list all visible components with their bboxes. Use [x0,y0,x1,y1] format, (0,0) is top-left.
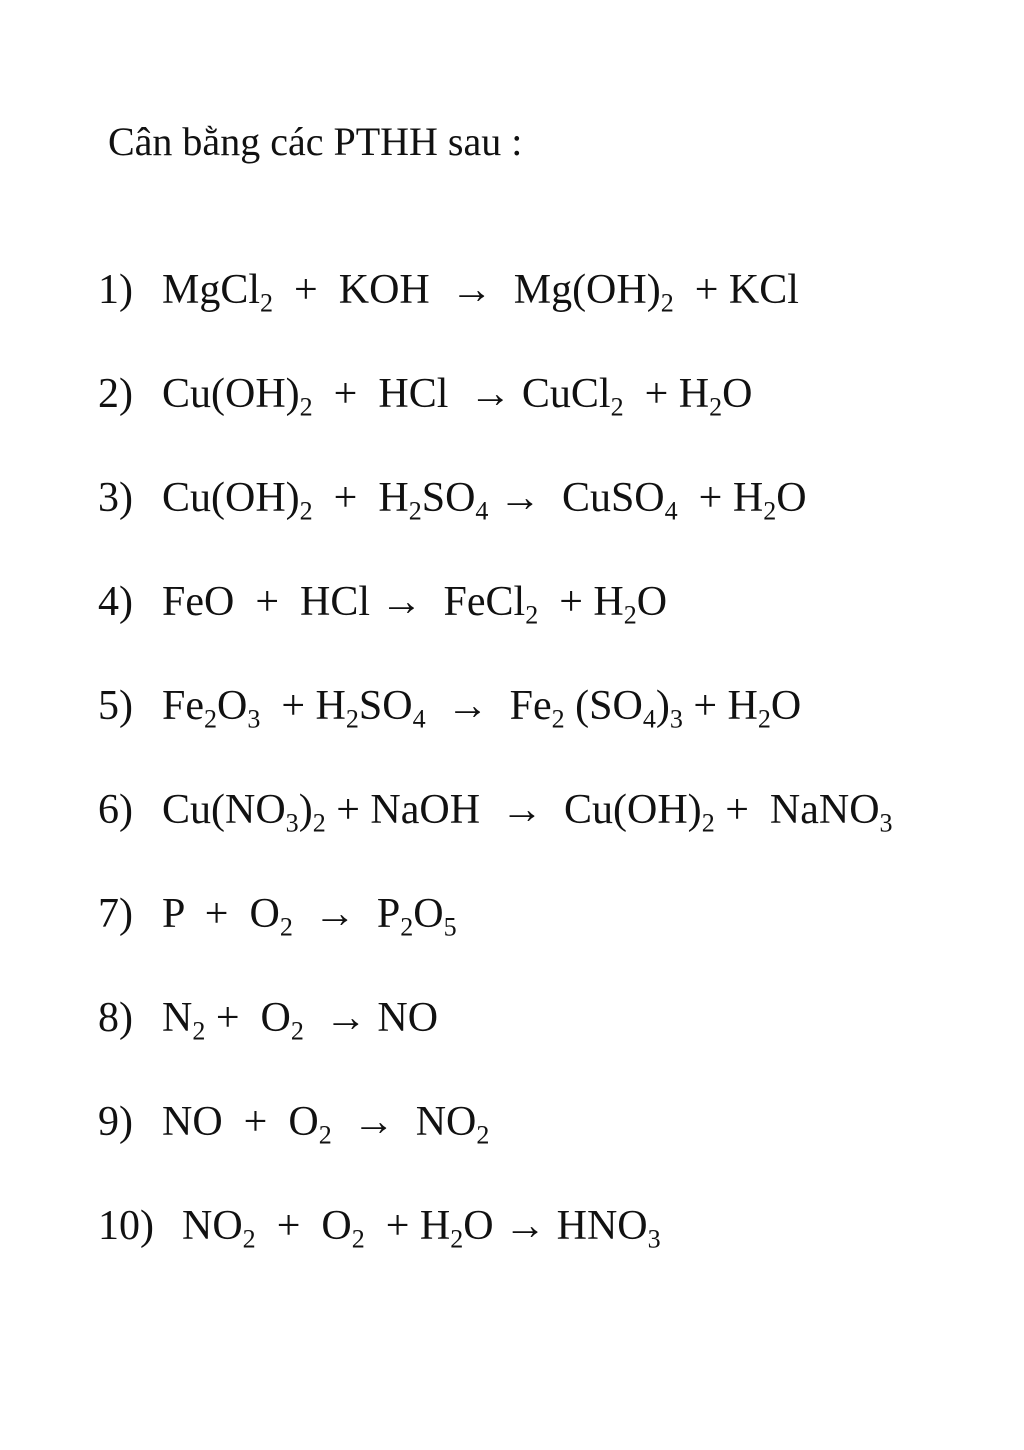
equation-number: 6) [98,787,133,833]
equation-formula: NO + $O_2 \to NO_2$ [162,1099,490,1150]
equation-number: 10) [98,1203,154,1249]
equation-formula: $NO_2 + O_2 + H_2O \to HNO_3$ [182,1203,661,1254]
equation-formula: MgCl$_2$ + KOH → $Mg(OH)_2$ + KCl [162,267,799,318]
equation-number: 4) [98,579,133,625]
equation-formula: $Cu(OH)_2 + H_2SO_4$ → CuSO$_4$ + $H_2O$ [162,475,807,526]
equation-number: 7) [98,891,133,937]
equation-number: 9) [98,1099,133,1145]
equation-formula: $Fe_2O_3 + H_2SO_4 \to Fe_2$ $(SO_4)_3 + H_2O$ [162,683,802,734]
page-title: Cân bằng các PTHH sau : [108,119,523,164]
equation-formula: $Cu(NO_3)_2$ + NaOH → $Cu(OH)_2$ + NaNO$_3$ [162,787,893,838]
equation-number: 5) [98,683,133,729]
equation-formula: $N_2 + O_2$ → NO [162,995,439,1046]
equation-number: 1) [98,267,133,313]
equation-formula: $P + O_2 \to P_2O_5$ [162,891,457,942]
equation-number: 3) [98,475,133,521]
equation-number: 2) [98,371,133,417]
equation-number: 8) [98,995,133,1041]
equation-formula: $Cu(OH)_2$ + HCl → CuCl$_2$ + $H_2O$ [162,371,753,422]
equation-formula: FeO + HCl → FeCl$_2$ + $H_2O$ [162,579,668,630]
